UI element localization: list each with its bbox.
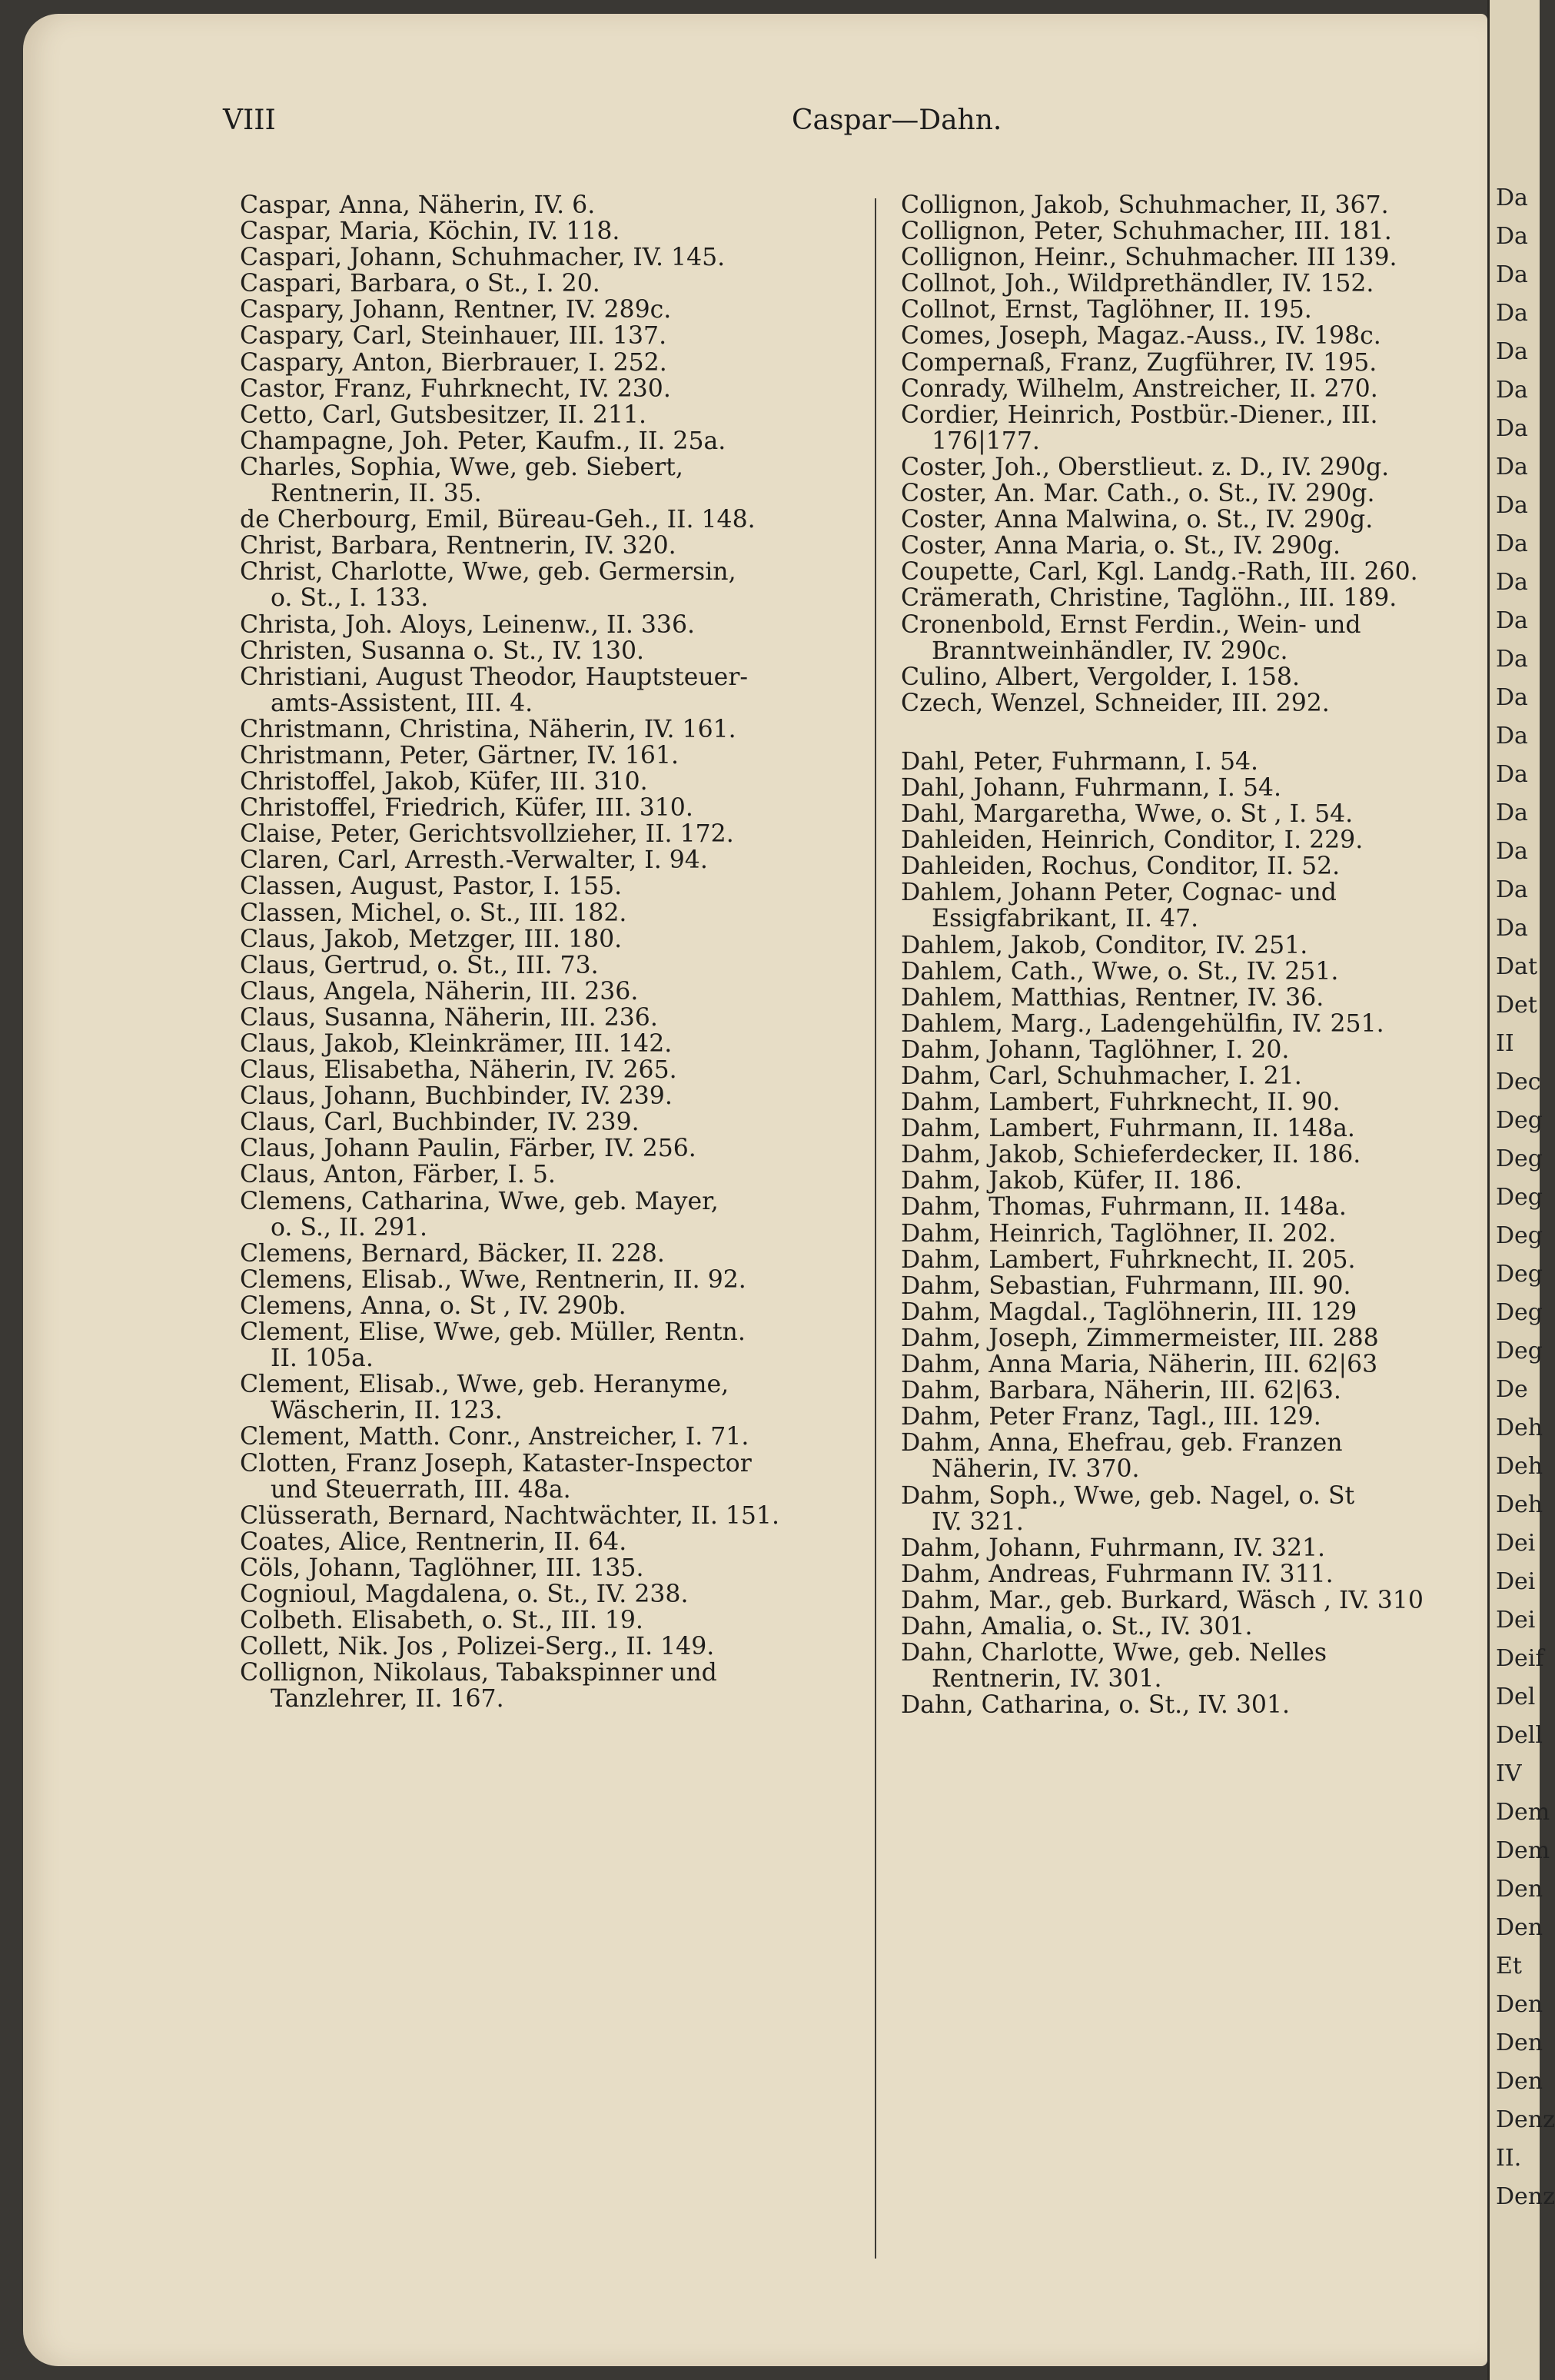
directory-entry — [240, 769, 878, 795]
entry-continuation: 176|177. — [932, 427, 1040, 455]
entry-line: Christ, Charlotte, Wwe, geb. Germersin, — [240, 558, 736, 587]
entry-line: Dahm, Johann, Fuhrmann, IV. 321. — [901, 1534, 1326, 1562]
entry-line: Dahl, Peter, Fuhrmann, I. 54. — [901, 747, 1259, 776]
entry-line: Dahm, Anna Maria, Näherin, III. 62|63 — [901, 1351, 1378, 1379]
entry-line: Comes, Joseph, Magaz.-Auss., IV. 198c. — [901, 322, 1381, 351]
entry-line: Clemens, Bernard, Bäcker, II. 228. — [240, 1239, 665, 1268]
directory-entry — [240, 454, 878, 507]
next-page-fragment: Deg — [1496, 1261, 1543, 1288]
directory-entry — [240, 716, 878, 743]
page-number: VIII — [223, 105, 276, 136]
next-page-fragment: Da — [1496, 454, 1528, 480]
entry-line: Collignon, Heinr., Schuhmacher. III 139. — [901, 244, 1397, 272]
directory-entry — [901, 454, 1508, 480]
next-page-fragment: Da — [1496, 261, 1528, 288]
column-divider — [875, 198, 876, 2259]
entry-line: Cronenbold, Ernst Ferdin., Wein- und — [901, 610, 1361, 639]
next-page-fragment: Dem — [1496, 1837, 1550, 1864]
entry-line: Caspar, Anna, Näherin, IV. 6. — [240, 191, 596, 219]
entry-line: Caspar, Maria, Köchin, IV. 118. — [240, 218, 620, 246]
directory-entry — [901, 853, 1508, 879]
next-page-fragment: Da — [1496, 569, 1528, 596]
next-page-fragment: Deg — [1496, 1338, 1543, 1365]
entry-continuation: o. S., II. 291. — [271, 1213, 427, 1242]
entry-line: Cöls, Johann, Taglöhner, III. 135. — [240, 1554, 644, 1582]
entry-line: Dahlem, Matthias, Rentner, IV. 36. — [901, 983, 1324, 1012]
entry-line: Dahm, Soph., Wwe, geb. Nagel, o. St — [901, 1481, 1355, 1510]
entry-line: Dahm, Lambert, Fuhrknecht, II. 205. — [901, 1245, 1356, 1274]
directory-entry — [901, 1614, 1508, 1640]
directory-entry — [901, 664, 1508, 690]
entry-line: Dahlem, Johann Peter, Cognac- und — [901, 879, 1337, 907]
entry-line: Collnot, Ernst, Taglöhner, II. 195. — [901, 296, 1312, 324]
entry-line: Castor, Franz, Fuhrknecht, IV. 230. — [240, 374, 671, 403]
entry-continuation: Tanzlehrer, II. 167. — [271, 1685, 504, 1714]
entry-line: Dahn, Catharina, o. St., IV. 301. — [901, 1691, 1291, 1720]
directory-entry — [240, 664, 878, 716]
directory-entry — [901, 775, 1508, 801]
directory-entry — [240, 873, 878, 899]
directory-entry — [901, 1561, 1508, 1587]
entry-line: Dahm, Jakob, Küfer, II. 186. — [901, 1167, 1242, 1195]
directory-entry — [901, 1194, 1508, 1220]
entry-continuation: Wäscherin, II. 123. — [271, 1397, 503, 1425]
directory-entry — [901, 1011, 1508, 1037]
entry-line: Dahm, Thomas, Fuhrmann, II. 148a. — [901, 1193, 1347, 1222]
directory-entry — [901, 1325, 1508, 1351]
directory-entry — [240, 1005, 878, 1031]
next-page-fragment: Dem — [1496, 1799, 1550, 1826]
entry-line: Claren, Carl, Arresth.-Verwalter, I. 94. — [240, 846, 708, 875]
directory-entry — [901, 1221, 1508, 1247]
page-header — [23, 105, 1487, 151]
entry-line: Christmann, Peter, Gärtner, IV. 161. — [240, 741, 679, 770]
directory-entry — [901, 192, 1508, 218]
next-page-fragment: De — [1496, 1376, 1528, 1403]
directory-entry — [901, 376, 1508, 402]
entry-line: Compernaß, Franz, Zugführer, IV. 195. — [901, 348, 1377, 377]
next-page-fragment: Da — [1496, 876, 1528, 903]
directory-entry — [240, 271, 878, 297]
directory-entry — [901, 1640, 1508, 1692]
running-head: Caspar—Dahn. — [792, 105, 1002, 136]
next-page-fragment: IV — [1496, 1760, 1522, 1787]
directory-entry — [901, 1404, 1508, 1430]
directory-entry — [240, 1503, 878, 1529]
entry-line: Claus, Angela, Näherin, III. 236. — [240, 977, 639, 1006]
next-page-fragment: Den — [1496, 1876, 1543, 1903]
directory-entry — [240, 1607, 878, 1634]
entry-line: Claus, Elisabetha, Näherin, IV. 265. — [240, 1056, 677, 1085]
next-page-fragment: Da — [1496, 684, 1528, 711]
entry-line: Dahm, Andreas, Fuhrmann IV. 311. — [901, 1560, 1334, 1588]
entry-line: Clemens, Catharina, Wwe, geb. Mayer, — [240, 1187, 719, 1215]
directory-entry — [901, 985, 1508, 1011]
entry-line: Coates, Alice, Rentnerin, II. 64. — [240, 1527, 627, 1556]
next-page-fragment: II. — [1496, 2145, 1522, 2172]
entry-line: Dahm, Magdal., Taglöhnerin, III. 129 — [901, 1298, 1357, 1326]
entry-line: Dahm, Carl, Schuhmacher, I. 21. — [901, 1062, 1302, 1090]
entry-line: Collignon, Peter, Schuhmacher, III. 181. — [901, 218, 1392, 246]
entry-continuation: II. 105a. — [271, 1345, 374, 1373]
directory-entry — [240, 638, 878, 664]
entry-line: Charles, Sophia, Wwe, geb. Siebert, — [240, 453, 683, 481]
entry-line: Dahm, Sebastian, Fuhrmann, III. 90. — [901, 1271, 1351, 1300]
entry-line: Dahlem, Marg., Ladengehülfin, IV. 251. — [901, 1009, 1384, 1038]
directory-entry — [240, 900, 878, 926]
directory-entry — [901, 297, 1508, 323]
directory-entry — [240, 1319, 878, 1371]
next-page-fragment: Da — [1496, 184, 1528, 211]
next-page-fragment: Deg — [1496, 1107, 1543, 1134]
directory-entry — [901, 244, 1508, 271]
next-page-fragment: Deh — [1496, 1491, 1543, 1518]
directory-entry — [240, 1109, 878, 1135]
directory-entry — [901, 533, 1508, 559]
entry-line: Dahleiden, Rochus, Conditor, II. 52. — [901, 853, 1341, 881]
right-column — [901, 192, 1508, 1718]
directory-entry — [240, 1451, 878, 1503]
directory-entry — [240, 795, 878, 821]
directory-entry — [240, 192, 878, 218]
entry-continuation: Essigfabrikant, II. 47. — [932, 905, 1199, 933]
entry-line: Dahn, Charlotte, Wwe, geb. Nelles — [901, 1639, 1327, 1667]
directory-entry — [901, 1299, 1508, 1325]
directory-entry — [240, 1267, 878, 1293]
entry-continuation: Näherin, IV. 370. — [932, 1455, 1140, 1484]
directory-entry — [901, 959, 1508, 985]
entry-line: Coster, Joh., Oberstlieut. z. D., IV. 290g. — [901, 453, 1390, 481]
entry-line: Collett, Nik. Jos , Polizei-Serg., II. 149. — [240, 1633, 715, 1661]
directory-entry — [240, 428, 878, 454]
left-column — [240, 192, 878, 1712]
directory-entry — [240, 1083, 878, 1109]
directory-entry — [901, 932, 1508, 959]
next-page-fragment: Den — [1496, 2029, 1543, 2056]
next-page-fragment: Da — [1496, 300, 1528, 327]
next-page-fragment: II — [1496, 1030, 1514, 1057]
directory-entry — [901, 1115, 1508, 1142]
directory-entry — [901, 218, 1508, 244]
entry-line: Champagne, Joh. Peter, Kaufm., II. 25a. — [240, 427, 726, 455]
entry-line: Conrady, Wilhelm, Anstreicher, II. 270. — [901, 374, 1378, 403]
entry-line: Clüsserath, Bernard, Nachtwächter, II. 151. — [240, 1501, 779, 1530]
entry-line: Caspary, Carl, Steinhauer, III. 137. — [240, 322, 667, 351]
directory-entry — [901, 801, 1508, 827]
entry-line: Christen, Susanna o. St., IV. 130. — [240, 637, 645, 665]
directory-entry — [901, 323, 1508, 349]
entry-line: Collnot, Joh., Wildprethändler, IV. 152. — [901, 270, 1374, 298]
directory-entry — [901, 1142, 1508, 1168]
directory-entry — [240, 1162, 878, 1188]
directory-entry — [901, 480, 1508, 507]
entry-line: Dahm, Johann, Taglöhner, I. 20. — [901, 1035, 1290, 1064]
entry-line: Dahm, Joseph, Zimmermeister, III. 288 — [901, 1324, 1379, 1352]
next-page-fragment: Da — [1496, 415, 1528, 442]
entry-line: Dahl, Margaretha, Wwe, o. St , I. 54. — [901, 800, 1354, 829]
directory-entry — [240, 376, 878, 402]
entry-line: Dahm, Anna, Ehefrau, geb. Franzen — [901, 1429, 1343, 1458]
directory-entry — [240, 507, 878, 533]
entry-line: Cordier, Heinrich, Postbür.-Diener., III. — [901, 401, 1378, 429]
entry-line: Claus, Anton, Färber, I. 5. — [240, 1161, 556, 1189]
entry-line: Coster, Anna Maria, o. St., IV. 290g. — [901, 532, 1341, 560]
directory-entry — [240, 847, 878, 873]
entry-continuation: Branntweinhändler, IV. 290c. — [932, 637, 1288, 665]
directory-entry — [240, 926, 878, 952]
adjacent-page-edge — [1487, 0, 1555, 2380]
entry-line: Clement, Matth. Conr., Anstreicher, I. 71. — [240, 1423, 749, 1451]
directory-entry — [901, 585, 1508, 611]
next-page-fragment: Den — [1496, 2068, 1543, 2095]
entry-line: Dahm, Lambert, Fuhrknecht, II. 90. — [901, 1089, 1341, 1117]
entry-line: Claus, Susanna, Näherin, III. 236. — [240, 1003, 658, 1032]
entry-line: Dahm, Peter Franz, Tagl., III. 129. — [901, 1403, 1321, 1431]
next-page-fragment: Dei — [1496, 1530, 1536, 1557]
directory-entry — [901, 271, 1508, 297]
entry-line: Cognioul, Magdalena, o. St., IV. 238. — [240, 1580, 689, 1608]
directory-entry — [240, 350, 878, 376]
directory-entry — [901, 690, 1508, 716]
next-page-fragment: Dei — [1496, 1568, 1536, 1595]
entry-line: Crämerath, Christine, Taglöhn., III. 189. — [901, 584, 1397, 613]
book-page — [23, 14, 1487, 2366]
directory-entry — [901, 1089, 1508, 1115]
next-page-fragment: Det — [1496, 992, 1537, 1019]
entry-line: Clement, Elisab., Wwe, geb. Heranyme, — [240, 1371, 729, 1399]
section-gap — [901, 716, 1508, 749]
next-page-fragment: Deh — [1496, 1414, 1543, 1441]
next-page-fragment: Den — [1496, 1914, 1543, 1941]
directory-entry — [240, 821, 878, 847]
directory-entry — [240, 1057, 878, 1083]
directory-entry — [240, 1241, 878, 1267]
entry-line: Dahlem, Jakob, Conditor, IV. 251. — [901, 931, 1308, 959]
entry-line: Dahn, Amalia, o. St., IV. 301. — [901, 1612, 1253, 1640]
directory-entry — [901, 1037, 1508, 1063]
entry-line: Christ, Barbara, Rentnerin, IV. 320. — [240, 532, 676, 560]
next-page-fragment: Da — [1496, 223, 1528, 250]
entry-line: Classen, August, Pastor, I. 155. — [240, 873, 623, 901]
next-page-fragment: Denz — [1496, 2106, 1555, 2133]
next-page-fragment: Denz — [1496, 2183, 1555, 2210]
directory-entry — [901, 507, 1508, 533]
entry-line: Clotten, Franz Joseph, Kataster-Inspector — [240, 1449, 752, 1478]
directory-entry — [901, 1063, 1508, 1089]
entry-line: Classen, Michel, o. St., III. 182. — [240, 899, 627, 927]
directory-entry — [901, 1483, 1508, 1535]
entry-line: Clemens, Elisab., Wwe, Rentnerin, II. 92. — [240, 1265, 746, 1294]
entry-line: Claus, Jakob, Kleinkrämer, III. 142. — [240, 1030, 673, 1058]
directory-entry — [901, 402, 1508, 454]
directory-entry — [240, 244, 878, 271]
next-page-fragment: Dell — [1496, 1722, 1543, 1749]
directory-entry — [240, 979, 878, 1005]
entry-line: Clement, Elise, Wwe, geb. Müller, Rentn. — [240, 1318, 746, 1347]
next-page-fragment: Da — [1496, 761, 1528, 788]
directory-entry — [240, 1135, 878, 1162]
next-page-fragment: Deg — [1496, 1222, 1543, 1249]
next-page-fragment: Da — [1496, 799, 1528, 826]
directory-entry — [240, 1529, 878, 1555]
directory-entry — [901, 749, 1508, 775]
directory-entry — [240, 218, 878, 244]
next-page-fragment: Dei — [1496, 1607, 1536, 1634]
directory-entry — [240, 1031, 878, 1057]
entry-continuation: IV. 321. — [932, 1507, 1024, 1536]
entry-line: Claus, Johann, Buchbinder, IV. 239. — [240, 1082, 673, 1111]
directory-entry — [901, 1587, 1508, 1614]
entry-line: Dahm, Barbara, Näherin, III. 62|63. — [901, 1377, 1341, 1405]
entry-line: Caspary, Johann, Rentner, IV. 289c. — [240, 296, 672, 324]
directory-entry — [240, 297, 878, 323]
next-page-fragment: Del — [1496, 1684, 1536, 1710]
entry-line: Collignon, Nikolaus, Tabakspinner und — [240, 1659, 717, 1687]
next-page-fragment: Da — [1496, 338, 1528, 365]
entry-line: Claus, Carl, Buchbinder, IV. 239. — [240, 1109, 640, 1137]
entry-line: Caspari, Barbara, o St., I. 20. — [240, 270, 600, 298]
entry-line: Claus, Johann Paulin, Färber, IV. 256. — [240, 1135, 696, 1163]
next-page-fragment: Dec — [1496, 1069, 1541, 1095]
entry-line: Claus, Jakob, Metzger, III. 180. — [240, 925, 623, 953]
directory-entry — [240, 1424, 878, 1450]
directory-entry — [240, 743, 878, 769]
entry-line: Dahm, Heinrich, Taglöhner, II. 202. — [901, 1219, 1337, 1248]
directory-entry — [240, 1555, 878, 1581]
entry-line: Caspari, Johann, Schuhmacher, IV. 145. — [240, 244, 726, 272]
entry-line: Coster, An. Mar. Cath., o. St., IV. 290g. — [901, 480, 1375, 508]
entry-line: Dahl, Johann, Fuhrmann, I. 54. — [901, 773, 1281, 802]
entry-line: Coster, Anna Malwina, o. St., IV. 290g. — [901, 506, 1374, 534]
entry-line: Collignon, Jakob, Schuhmacher, II, 367. — [901, 191, 1389, 219]
directory-entry — [901, 1168, 1508, 1194]
entry-continuation: o. St., I. 133. — [271, 584, 429, 613]
directory-entry — [901, 1273, 1508, 1299]
next-page-fragment: Da — [1496, 723, 1528, 750]
next-page-fragment: Dat — [1496, 953, 1537, 980]
entry-line: Coupette, Carl, Kgl. Landg.-Rath, III. 260. — [901, 558, 1418, 587]
directory-entry — [901, 827, 1508, 853]
entry-line: Dahm, Lambert, Fuhrmann, II. 148a. — [901, 1115, 1355, 1143]
entry-continuation: Rentnerin, II. 35. — [271, 480, 482, 508]
next-page-fragment: Den — [1496, 1991, 1543, 2018]
entry-line: Dahlem, Cath., Wwe, o. St., IV. 251. — [901, 957, 1339, 986]
directory-entry — [240, 323, 878, 349]
next-page-fragment: Da — [1496, 915, 1528, 942]
directory-entry — [901, 1351, 1508, 1378]
directory-entry — [240, 559, 878, 611]
entry-continuation: und Steuerrath, III. 48a. — [271, 1475, 571, 1504]
directory-entry — [901, 879, 1508, 932]
entry-line: Christiani, August Theodor, Hauptsteuer- — [240, 663, 749, 691]
directory-entry — [901, 1378, 1508, 1404]
directory-entry — [240, 1634, 878, 1660]
entry-line: Culino, Albert, Vergolder, I. 158. — [901, 663, 1300, 691]
directory-entry — [901, 1247, 1508, 1273]
entry-line: Dahleiden, Heinrich, Conditor, I. 229. — [901, 826, 1364, 855]
next-page-fragment: Da — [1496, 646, 1528, 673]
next-page-fragment: Da — [1496, 607, 1528, 634]
directory-entry — [901, 612, 1508, 664]
directory-entry — [240, 533, 878, 559]
entry-line: Caspary, Anton, Bierbrauer, I. 252. — [240, 348, 667, 377]
directory-entry — [240, 612, 878, 638]
directory-entry — [901, 1692, 1508, 1718]
entry-line: Cetto, Carl, Gutsbesitzer, II. 211. — [240, 401, 646, 429]
next-page-fragment: Deg — [1496, 1299, 1543, 1326]
next-page-fragment: Da — [1496, 530, 1528, 557]
directory-entry — [901, 1535, 1508, 1561]
entry-line: Claise, Peter, Gerichtsvollzieher, II. 172. — [240, 820, 734, 849]
directory-entry — [240, 1188, 878, 1241]
entry-continuation: Rentnerin, IV. 301. — [932, 1665, 1162, 1694]
directory-entry — [240, 1371, 878, 1424]
directory-entry — [240, 952, 878, 979]
entry-line: Dahm, Mar., geb. Burkard, Wäsch , IV. 310 — [901, 1586, 1424, 1614]
next-page-fragment: Deif — [1496, 1645, 1544, 1672]
directory-entry — [901, 1430, 1508, 1482]
entry-line: Colbeth. Elisabeth, o. St., III. 19. — [240, 1607, 643, 1635]
entry-line: Claus, Gertrud, o. St., III. 73. — [240, 951, 599, 979]
next-page-fragment: Da — [1496, 377, 1528, 404]
next-page-fragment: Et — [1496, 1953, 1522, 1979]
next-page-fragment: Deh — [1496, 1453, 1543, 1480]
next-page-fragment: Da — [1496, 492, 1528, 519]
next-page-fragment: Da — [1496, 838, 1528, 865]
directory-entry — [240, 1293, 878, 1319]
entry-line: Christoffel, Jakob, Küfer, III. 310. — [240, 768, 648, 796]
next-page-fragment: Deg — [1496, 1145, 1543, 1172]
directory-entry — [240, 1581, 878, 1607]
next-page-fragment: Deg — [1496, 1184, 1543, 1211]
entry-line: Christmann, Christina, Näherin, IV. 161. — [240, 715, 736, 743]
entry-line: Christoffel, Friedrich, Küfer, III. 310. — [240, 794, 693, 823]
entry-line: Dahm, Jakob, Schieferdecker, II. 186. — [901, 1141, 1361, 1169]
directory-entry — [240, 1660, 878, 1712]
directory-entry — [901, 350, 1508, 376]
directory-entry — [901, 559, 1508, 585]
directory-entry — [240, 402, 878, 428]
entry-line: Czech, Wenzel, Schneider, III. 292. — [901, 689, 1330, 717]
entry-line: Clemens, Anna, o. St , IV. 290b. — [240, 1291, 626, 1320]
entry-line: de Cherbourg, Emil, Büreau-Geh., II. 148. — [240, 506, 756, 534]
entry-line: Christa, Joh. Aloys, Leinenw., II. 336. — [240, 610, 695, 639]
entry-continuation: amts-Assistent, III. 4. — [271, 689, 533, 717]
